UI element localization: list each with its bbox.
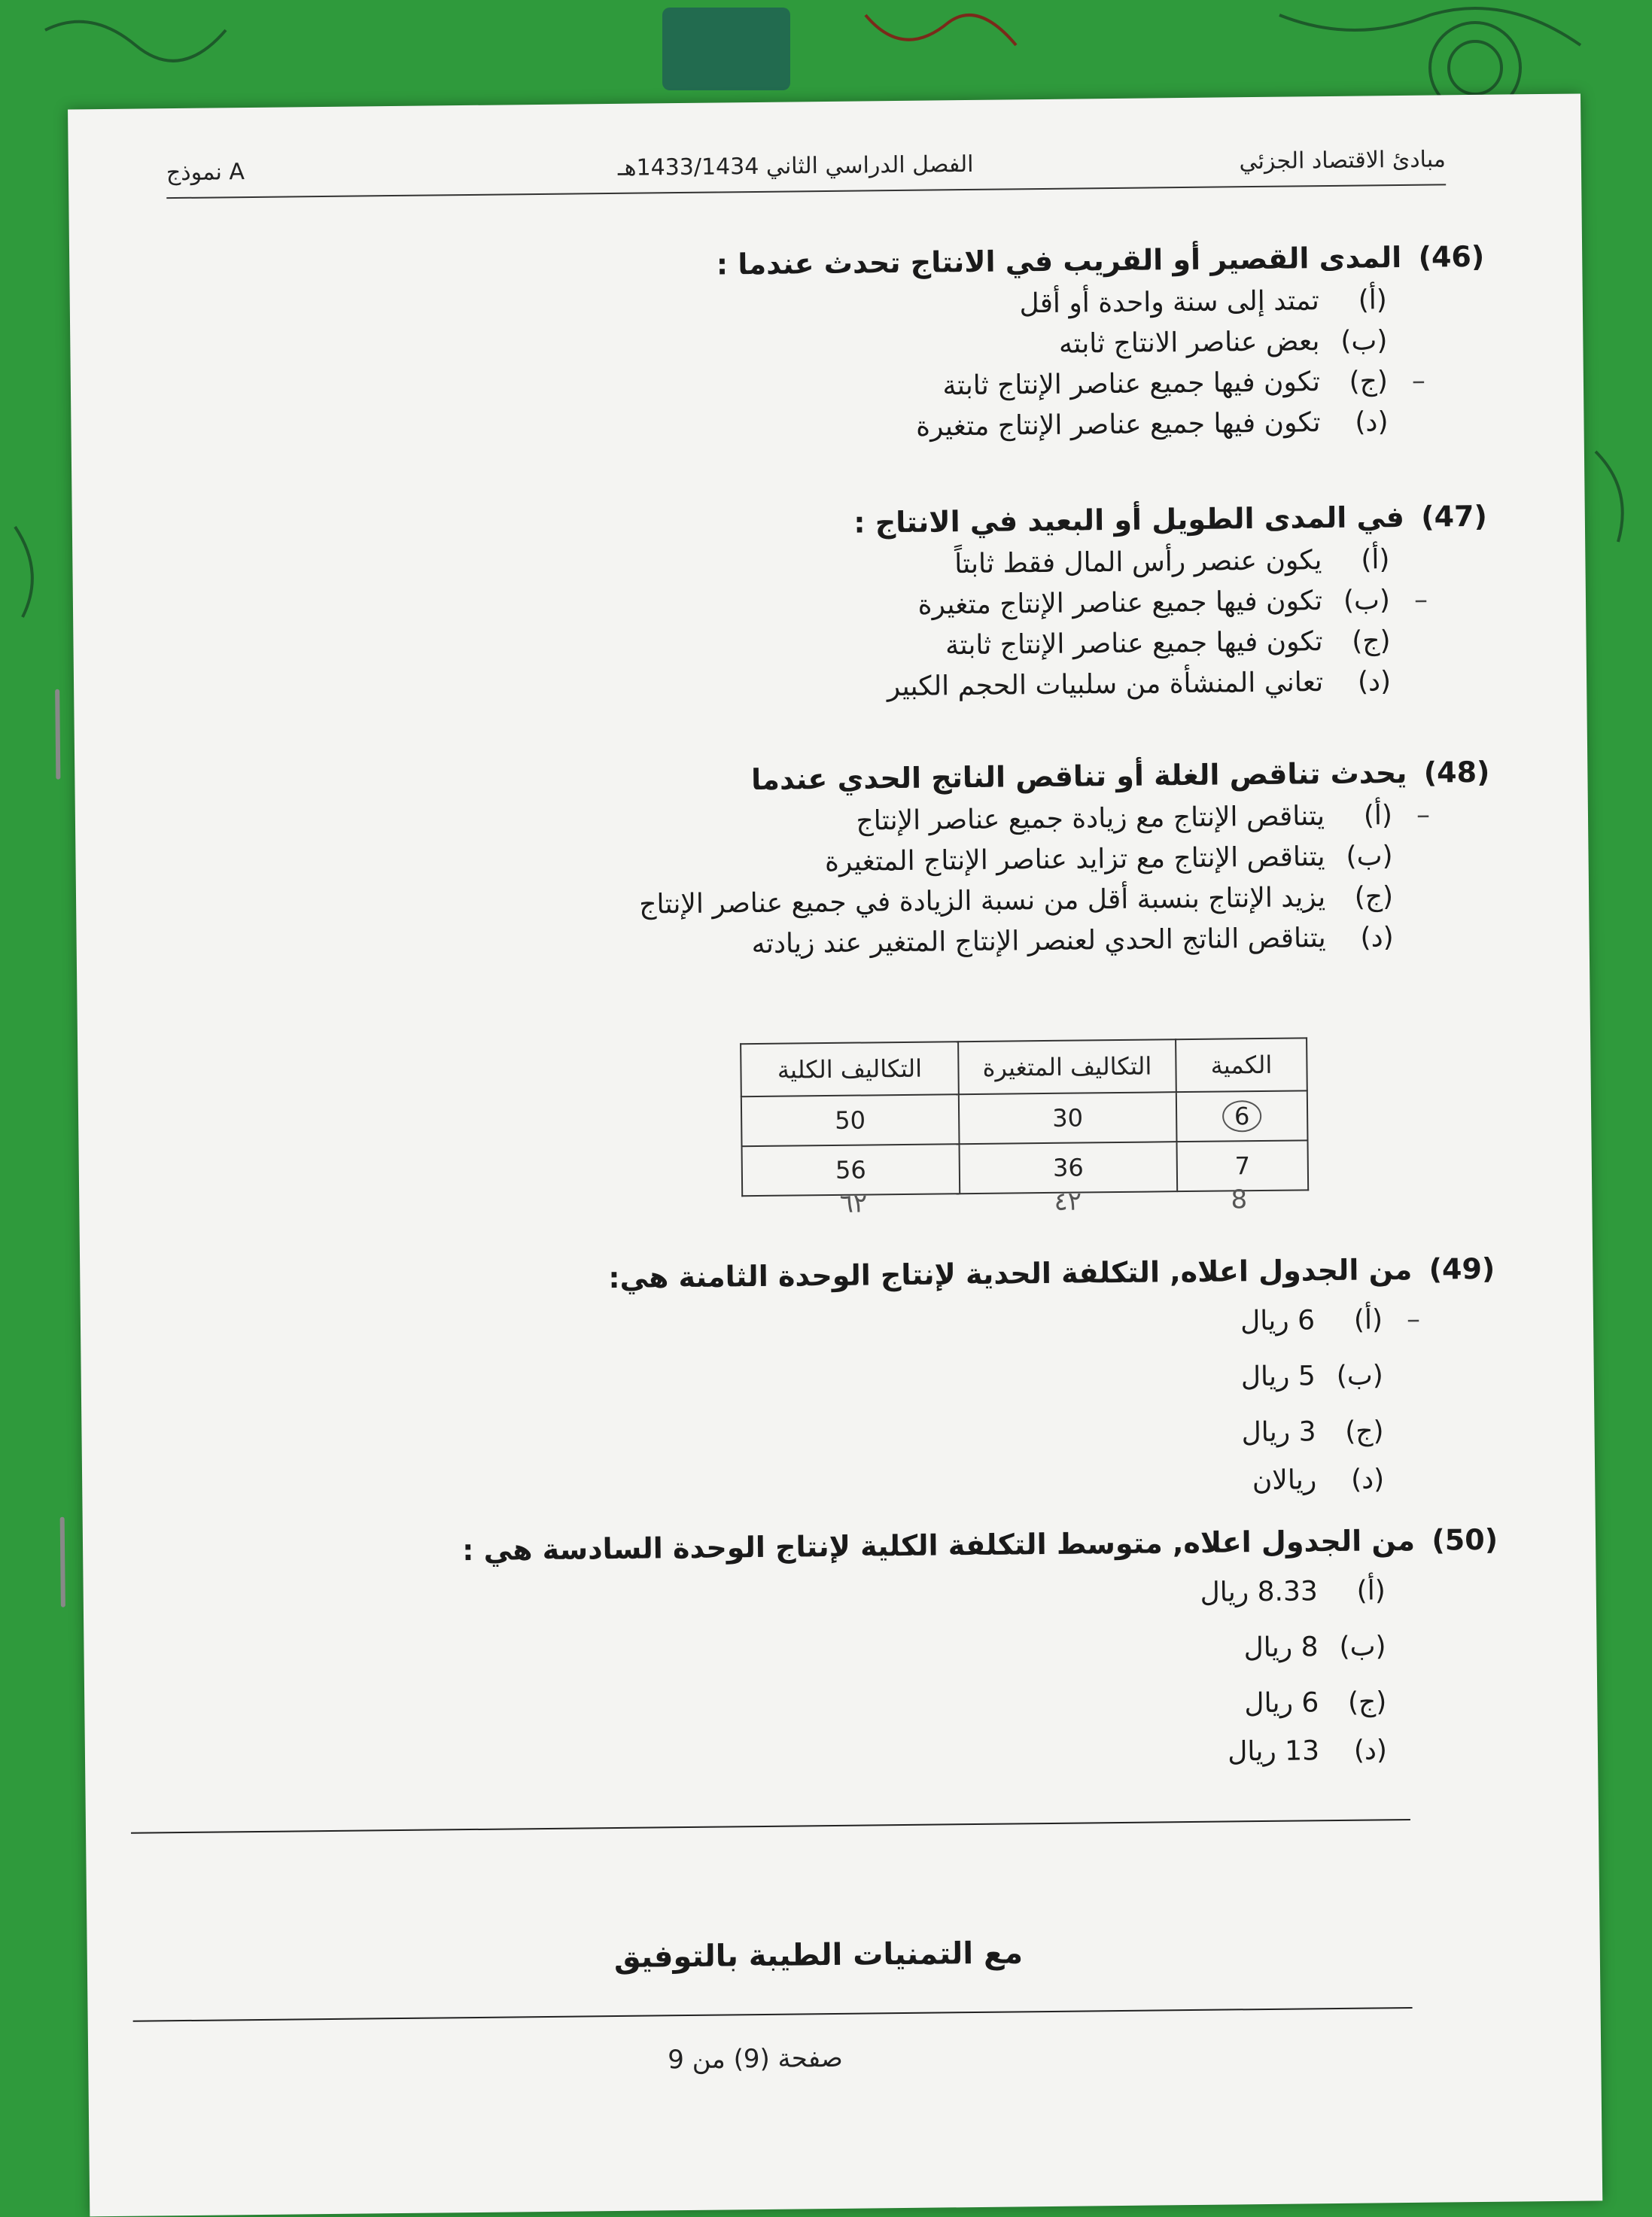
page-header	[166, 141, 1447, 199]
option: (ج)يزيد الإنتاج بنسبة أقل من نسبة الزيادة في جميع عناصر الإنتاج	[639, 881, 1394, 920]
option: –(ج)تكون فيها جميع عناصر الإنتاج ثابتة	[169, 361, 1388, 415]
question-stem: (48)يحدث تناقص الغلة أو تناقص الناتج الحدي عندما	[750, 755, 1490, 797]
column-header: الكمية	[1176, 1038, 1307, 1092]
option: (ج)6 ريال	[1244, 1686, 1387, 1720]
table-row	[741, 1090, 1308, 1146]
course-title: مبادئ الاقتصاد الجزئي	[1239, 146, 1447, 175]
question-49	[178, 1246, 1497, 1513]
option: (أ)8.33 ريال	[1200, 1575, 1386, 1608]
divider-line	[131, 1819, 1410, 1834]
table-cell: 56	[742, 1144, 960, 1196]
option: –(أ)يتناقص الإنتاج مع زيادة جميع عناصر الإنتاج	[173, 795, 1392, 849]
table-cell: 50	[741, 1094, 960, 1146]
option: –(ب)تكون فيها جميع عناصر الإنتاج متغيرة	[171, 580, 1390, 634]
answer-tick-mark: –	[1411, 365, 1426, 397]
column-header: التكاليف المتغيرة	[958, 1039, 1176, 1094]
table-cell: 30	[959, 1092, 1177, 1144]
term-label: الفصل الدراسي الثاني 1433/1434هـ	[617, 151, 974, 181]
option: (د)يتناقص الناتج الحدي لعنصر الإنتاج المتغير عند زيادته	[751, 922, 1394, 960]
question-stem: (49)من الجدول اعلاه, التكلفة الحدية لإنتاج الوحدة الثامنة هي:	[608, 1251, 1495, 1295]
column-header: التكاليف الكلية	[741, 1042, 959, 1096]
staple	[60, 1517, 65, 1607]
footer-divider-line	[133, 2007, 1413, 2022]
answer-tick-mark: –	[1416, 799, 1431, 831]
table-header-row	[741, 1038, 1307, 1096]
option: (د)تكون فيها جميع عناصر الإنتاج متغيرة	[915, 406, 1389, 442]
question-stem: (46)المدى القصير أو القريب في الانتاج تحدث عندما :	[716, 239, 1485, 281]
table-cell: 36	[960, 1142, 1178, 1194]
question-50	[181, 1517, 1500, 1784]
option: (ج)3 ريال	[1241, 1416, 1384, 1449]
option: (د)13 ريال	[1227, 1735, 1388, 1768]
answer-tick-mark: –	[1413, 584, 1428, 616]
option: –(أ)6 ريال	[178, 1292, 1383, 1361]
question-48	[172, 750, 1492, 971]
question-46	[167, 234, 1486, 455]
table-cell: 7	[1176, 1140, 1308, 1191]
closing-message: مع التمنيات الطيبة بالتوفيق	[613, 1936, 1024, 1975]
option: (ب)يتناقص الإنتاج مع تزايد عناصر الإنتاج المتغيرة	[824, 841, 1393, 878]
option: (ب)5 ريال	[1240, 1360, 1383, 1393]
model-label: نموذج A	[166, 159, 245, 187]
circled-value: 6	[1222, 1100, 1262, 1133]
option: (ج)تكون فيها جميع عناصر الإنتاج ثابتة	[945, 625, 1391, 661]
option: (أ)تمتد إلى سنة واحدة أو أقل	[1019, 284, 1388, 320]
question-47	[170, 494, 1489, 715]
answer-tick-mark: –	[1406, 1303, 1421, 1335]
page-number: صفحة (9) من 9	[668, 2042, 844, 2076]
exam-page	[68, 93, 1602, 2216]
option: (د)ريالان	[1252, 1464, 1385, 1497]
cost-table	[740, 1037, 1309, 1197]
handwritten-notes: 8 ٤٢ ٦٢	[839, 1185, 1248, 1219]
option: (ب)بعض عناصر الانتاج ثابته	[1058, 325, 1388, 360]
question-stem: (50)من الجدول اعلاه, متوسط التكلفة الكلية لإنتاج الوحدة السادسة هي :	[461, 1522, 1498, 1568]
table-cell	[1176, 1090, 1308, 1142]
option: (ب)8 ريال	[1243, 1631, 1386, 1664]
question-stem: (47)في المدى الطويل أو البعيد في الانتاج :	[853, 499, 1488, 540]
staple	[55, 689, 60, 780]
option: (د)تعاني المنشأة من سلبيات الحجم الكبير	[887, 666, 1392, 703]
option: (أ)يكون عنصر رأس المال فقط ثابتاً	[954, 544, 1390, 580]
